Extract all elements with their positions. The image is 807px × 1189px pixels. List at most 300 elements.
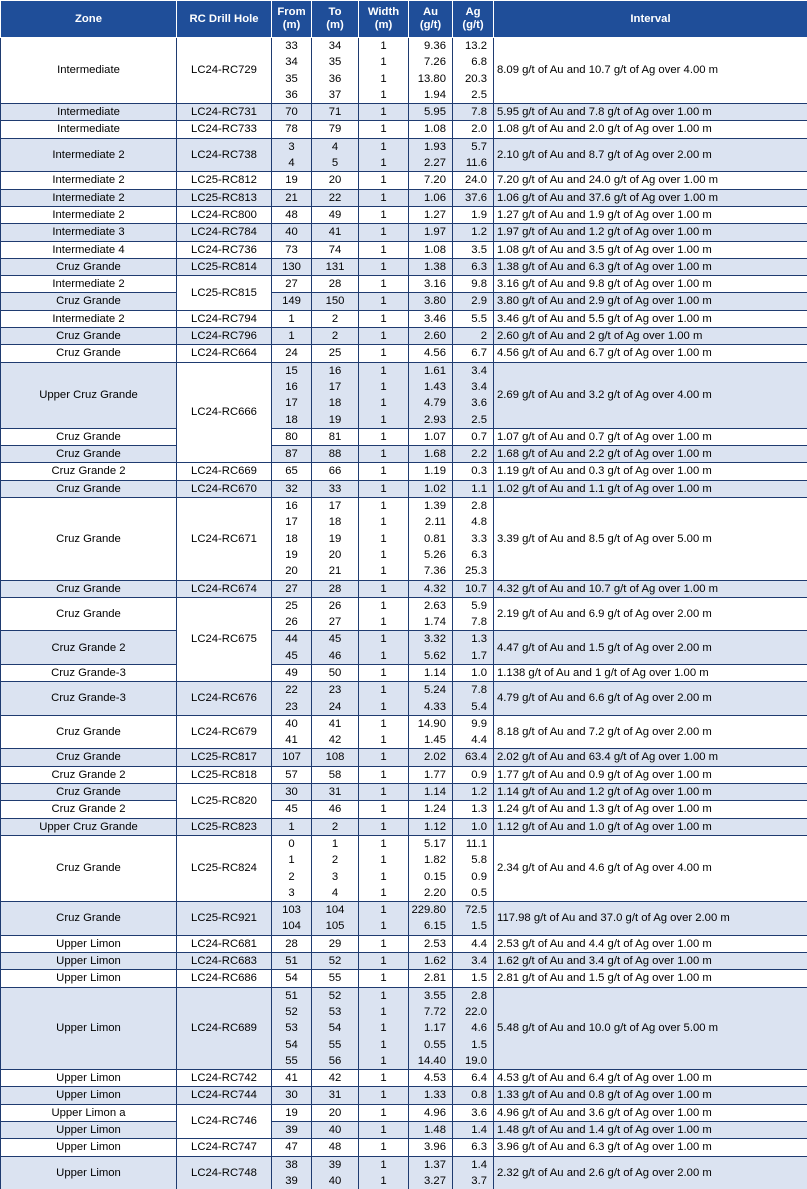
width-cell: 1 (359, 1122, 409, 1139)
zone-cell: Cruz Grande (1, 902, 177, 936)
au-cell: 2.53 (409, 935, 453, 952)
zone-cell: Upper Limon (1, 1070, 177, 1087)
to-cell: 55 (312, 970, 359, 987)
width-cell: 1 (359, 835, 409, 852)
to-cell: 41 (312, 715, 359, 732)
drill-hole-cell: LC24-RC796 (177, 328, 272, 345)
au-cell: 229.80 (409, 902, 453, 919)
au-cell: 5.95 (409, 104, 453, 121)
width-cell: 1 (359, 531, 409, 547)
ag-cell: 1.9 (453, 206, 494, 223)
from-cell: 130 (272, 258, 312, 275)
drill-hole-cell: LC24-RC676 (177, 682, 272, 716)
au-cell: 3.27 (409, 1173, 453, 1189)
ag-cell: 0.5 (453, 885, 494, 902)
interval-cell: 2.19 g/t of Au and 6.9 g/t of Ag over 2.00 m (494, 597, 807, 631)
width-cell: 1 (359, 648, 409, 665)
from-cell: 65 (272, 463, 312, 480)
width-cell: 1 (359, 1139, 409, 1156)
width-cell: 1 (359, 852, 409, 868)
to-cell: 24 (312, 699, 359, 716)
au-cell: 14.40 (409, 1053, 453, 1070)
drill-hole-cell: LC24-RC731 (177, 104, 272, 121)
au-cell: 3.55 (409, 987, 453, 1004)
from-cell: 30 (272, 784, 312, 801)
width-cell: 1 (359, 749, 409, 766)
au-cell: 1.39 (409, 498, 453, 515)
ag-cell: 1.3 (453, 801, 494, 818)
width-cell: 1 (359, 682, 409, 699)
ag-cell: 3.5 (453, 241, 494, 258)
ag-cell: 6.3 (453, 258, 494, 275)
width-cell: 1 (359, 614, 409, 631)
interval-cell: 8.18 g/t of Au and 7.2 g/t of Ag over 2.00 m (494, 715, 807, 749)
interval-cell: 7.20 g/t of Au and 24.0 g/t of Ag over 1.00 m (494, 172, 807, 189)
table-row (1, 818, 807, 835)
drill-hole-cell: LC24-RC800 (177, 206, 272, 223)
drill-hole-cell: LC24-RC744 (177, 1087, 272, 1104)
from-cell: 52 (272, 1004, 312, 1020)
from-cell: 41 (272, 732, 312, 749)
table-row (1, 580, 807, 597)
width-cell: 1 (359, 953, 409, 970)
zone-cell: Upper Cruz Grande (1, 818, 177, 835)
from-cell: 40 (272, 715, 312, 732)
ag-cell: 5.8 (453, 852, 494, 868)
table-row (1, 1156, 807, 1173)
drill-hole-cell: LC24-RC733 (177, 121, 272, 138)
ag-cell: 72.5 (453, 902, 494, 919)
to-cell: 23 (312, 682, 359, 699)
width-cell: 1 (359, 345, 409, 362)
width-cell: 1 (359, 766, 409, 783)
drill-hole-cell: LC24-RC747 (177, 1139, 272, 1156)
au-cell: 1.62 (409, 953, 453, 970)
from-cell: 15 (272, 362, 312, 379)
au-cell: 1.08 (409, 121, 453, 138)
ag-cell: 1.7 (453, 648, 494, 665)
table-row (1, 189, 807, 206)
to-cell: 28 (312, 276, 359, 293)
au-cell: 7.26 (409, 54, 453, 70)
zone-cell: Upper Limon (1, 1087, 177, 1104)
drill-hole-cell: LC25-RC812 (177, 172, 272, 189)
to-cell: 34 (312, 38, 359, 55)
from-cell: 49 (272, 664, 312, 681)
width-cell: 1 (359, 38, 409, 55)
zone-cell: Cruz Grande 2 (1, 631, 177, 665)
zone-cell: Cruz Grande 2 (1, 801, 177, 818)
drill-hole-cell: LC25-RC817 (177, 749, 272, 766)
ag-cell: 5.5 (453, 310, 494, 327)
from-cell: 17 (272, 395, 312, 411)
table-row (1, 498, 807, 515)
from-cell: 45 (272, 801, 312, 818)
zone-cell: Cruz Grande (1, 446, 177, 463)
drill-hole-cell: LC25-RC824 (177, 835, 272, 901)
table-row (1, 328, 807, 345)
table-row (1, 953, 807, 970)
from-cell: 51 (272, 953, 312, 970)
from-cell: 19 (272, 172, 312, 189)
table-row (1, 935, 807, 952)
ag-cell: 3.4 (453, 379, 494, 395)
width-cell: 1 (359, 412, 409, 429)
au-cell: 1.82 (409, 852, 453, 868)
au-cell: 4.32 (409, 580, 453, 597)
table-row (1, 631, 807, 648)
drill-hole-cell: LC24-RC666 (177, 362, 272, 463)
zone-cell: Intermediate 2 (1, 138, 177, 172)
to-cell: 31 (312, 1087, 359, 1104)
au-cell: 3.80 (409, 293, 453, 310)
drill-hole-cell: LC24-RC675 (177, 597, 272, 681)
au-cell: 1.12 (409, 818, 453, 835)
to-cell: 105 (312, 918, 359, 935)
drill-hole-cell: LC24-RC738 (177, 138, 272, 172)
from-cell: 103 (272, 902, 312, 919)
au-cell: 1.48 (409, 1122, 453, 1139)
header-ag-label: Ag (465, 6, 480, 18)
zone-cell: Cruz Grande (1, 597, 177, 631)
table-row (1, 749, 807, 766)
width-cell: 1 (359, 87, 409, 104)
interval-cell: 1.06 g/t of Au and 37.6 g/t of Ag over 1.00 m (494, 189, 807, 206)
au-cell: 1.68 (409, 446, 453, 463)
from-cell: 34 (272, 54, 312, 70)
zone-cell: Upper Limon (1, 953, 177, 970)
from-cell: 3 (272, 885, 312, 902)
table-row (1, 766, 807, 783)
width-cell: 1 (359, 784, 409, 801)
au-cell: 1.77 (409, 766, 453, 783)
table-row (1, 480, 807, 497)
ag-cell: 22.0 (453, 1004, 494, 1020)
table-row (1, 784, 807, 801)
from-cell: 22 (272, 682, 312, 699)
interval-cell: 5.95 g/t of Au and 7.8 g/t of Ag over 1.00 m (494, 104, 807, 121)
zone-cell: Cruz Grande (1, 580, 177, 597)
ag-cell: 1.4 (453, 1122, 494, 1139)
header-width-unit: (m) (375, 19, 393, 31)
to-cell: 46 (312, 648, 359, 665)
header-ag-unit: (g/t) (462, 19, 483, 31)
ag-cell: 2.8 (453, 498, 494, 515)
width-cell: 1 (359, 1037, 409, 1053)
zone-cell: Upper Limon (1, 1156, 177, 1189)
table-row (1, 970, 807, 987)
ag-cell: 63.4 (453, 749, 494, 766)
to-cell: 36 (312, 71, 359, 87)
au-cell: 1.06 (409, 189, 453, 206)
interval-cell: 2.34 g/t of Au and 4.6 g/t of Ag over 4.00 m (494, 835, 807, 901)
ag-cell: 10.7 (453, 580, 494, 597)
ag-cell: 3.6 (453, 395, 494, 411)
table-row (1, 172, 807, 189)
zone-cell: Intermediate 2 (1, 310, 177, 327)
from-cell: 48 (272, 206, 312, 223)
from-cell: 87 (272, 446, 312, 463)
zone-cell: Cruz Grande (1, 480, 177, 497)
au-cell: 3.46 (409, 310, 453, 327)
width-cell: 1 (359, 328, 409, 345)
to-cell: 19 (312, 412, 359, 429)
from-cell: 107 (272, 749, 312, 766)
au-cell: 1.24 (409, 801, 453, 818)
from-cell: 30 (272, 1087, 312, 1104)
to-cell: 56 (312, 1053, 359, 1070)
zone-cell: Intermediate 2 (1, 189, 177, 206)
ag-cell: 20.3 (453, 71, 494, 87)
interval-cell: 3.96 g/t of Au and 6.3 g/t of Ag over 1.00 m (494, 1139, 807, 1156)
drill-hole-cell: LC24-RC748 (177, 1156, 272, 1189)
ag-cell: 1.2 (453, 224, 494, 241)
width-cell: 1 (359, 1173, 409, 1189)
from-cell: 53 (272, 1020, 312, 1036)
ag-cell: 1.2 (453, 784, 494, 801)
ag-cell: 1.0 (453, 664, 494, 681)
to-cell: 40 (312, 1173, 359, 1189)
table-row (1, 206, 807, 223)
au-cell: 4.33 (409, 699, 453, 716)
to-cell: 26 (312, 597, 359, 614)
width-cell: 1 (359, 1087, 409, 1104)
width-cell: 1 (359, 104, 409, 121)
zone-cell: Intermediate 2 (1, 172, 177, 189)
to-cell: 19 (312, 531, 359, 547)
drill-hole-cell: LC24-RC671 (177, 498, 272, 580)
drill-hole-cell: LC24-RC674 (177, 580, 272, 597)
au-cell: 5.62 (409, 648, 453, 665)
au-cell: 2.63 (409, 597, 453, 614)
from-cell: 18 (272, 531, 312, 547)
to-cell: 17 (312, 379, 359, 395)
to-cell: 27 (312, 614, 359, 631)
ag-cell: 3.6 (453, 1104, 494, 1121)
width-cell: 1 (359, 446, 409, 463)
from-cell: 23 (272, 699, 312, 716)
interval-cell: 2.69 g/t of Au and 3.2 g/t of Ag over 4.00 m (494, 362, 807, 428)
table-row (1, 835, 807, 852)
width-cell: 1 (359, 1053, 409, 1070)
ag-cell: 13.2 (453, 38, 494, 55)
au-cell: 1.45 (409, 732, 453, 749)
au-cell: 1.43 (409, 379, 453, 395)
to-cell: 46 (312, 801, 359, 818)
au-cell: 2.60 (409, 328, 453, 345)
from-cell: 32 (272, 480, 312, 497)
au-cell: 4.53 (409, 1070, 453, 1087)
from-cell: 149 (272, 293, 312, 310)
to-cell: 81 (312, 428, 359, 445)
au-cell: 7.36 (409, 563, 453, 580)
interval-cell: 1.33 g/t of Au and 0.8 g/t of Ag over 1.00 m (494, 1087, 807, 1104)
width-cell: 1 (359, 987, 409, 1004)
to-cell: 35 (312, 54, 359, 70)
table-row (1, 428, 807, 445)
zone-cell: Cruz Grande 2 (1, 463, 177, 480)
drill-hole-cell: LC24-RC670 (177, 480, 272, 497)
interval-cell: 1.02 g/t of Au and 1.1 g/t of Ag over 1.00 m (494, 480, 807, 497)
ag-cell: 0.7 (453, 428, 494, 445)
from-cell: 73 (272, 241, 312, 258)
to-cell: 20 (312, 172, 359, 189)
interval-cell: 4.47 g/t of Au and 1.5 g/t of Ag over 2.00 m (494, 631, 807, 665)
drill-hole-cell: LC24-RC794 (177, 310, 272, 327)
width-cell: 1 (359, 902, 409, 919)
width-cell: 1 (359, 631, 409, 648)
zone-cell: Cruz Grande (1, 715, 177, 749)
table-row (1, 362, 807, 379)
table-row (1, 987, 807, 1004)
from-cell: 27 (272, 580, 312, 597)
to-cell: 39 (312, 1156, 359, 1173)
to-cell: 33 (312, 480, 359, 497)
au-cell: 2.27 (409, 155, 453, 172)
table-row (1, 597, 807, 614)
header-from (272, 1, 312, 38)
ag-cell: 1.3 (453, 631, 494, 648)
from-cell: 1 (272, 818, 312, 835)
to-cell: 2 (312, 328, 359, 345)
header-to (312, 1, 359, 38)
ag-cell: 1.0 (453, 818, 494, 835)
zone-cell: Intermediate (1, 38, 177, 104)
to-cell: 49 (312, 206, 359, 223)
au-cell: 5.24 (409, 682, 453, 699)
to-cell: 58 (312, 766, 359, 783)
to-cell: 3 (312, 869, 359, 885)
width-cell: 1 (359, 869, 409, 885)
zone-cell: Upper Limon a (1, 1104, 177, 1121)
table-row (1, 902, 807, 919)
width-cell: 1 (359, 138, 409, 155)
ag-cell: 4.4 (453, 935, 494, 952)
zone-cell: Intermediate 2 (1, 276, 177, 293)
width-cell: 1 (359, 1156, 409, 1173)
header-from-unit: (m) (283, 19, 301, 31)
zone-cell: Intermediate 3 (1, 224, 177, 241)
interval-cell: 3.39 g/t of Au and 8.5 g/t of Ag over 5.00 m (494, 498, 807, 580)
from-cell: 18 (272, 412, 312, 429)
drill-hole-cell: LC25-RC813 (177, 189, 272, 206)
header-au (409, 1, 453, 38)
interval-cell: 1.08 g/t of Au and 3.5 g/t of Ag over 1.00 m (494, 241, 807, 258)
width-cell: 1 (359, 172, 409, 189)
to-cell: 108 (312, 749, 359, 766)
from-cell: 28 (272, 935, 312, 952)
width-cell: 1 (359, 801, 409, 818)
ag-cell: 7.8 (453, 682, 494, 699)
from-cell: 25 (272, 597, 312, 614)
width-cell: 1 (359, 664, 409, 681)
interval-cell: 4.56 g/t of Au and 6.7 g/t of Ag over 1.00 m (494, 345, 807, 362)
zone-cell: Cruz Grande (1, 345, 177, 362)
to-cell: 42 (312, 1070, 359, 1087)
table-row (1, 446, 807, 463)
to-cell: 25 (312, 345, 359, 362)
interval-cell: 2.02 g/t of Au and 63.4 g/t of Ag over 1.00 m (494, 749, 807, 766)
header-ag (453, 1, 494, 38)
from-cell: 35 (272, 71, 312, 87)
to-cell: 74 (312, 241, 359, 258)
drill-hole-cell: LC25-RC823 (177, 818, 272, 835)
width-cell: 1 (359, 1004, 409, 1020)
width-cell: 1 (359, 580, 409, 597)
to-cell: 48 (312, 1139, 359, 1156)
width-cell: 1 (359, 498, 409, 515)
table-row (1, 293, 807, 310)
interval-cell: 8.09 g/t of Au and 10.7 g/t of Ag over 4.00 m (494, 38, 807, 104)
to-cell: 28 (312, 580, 359, 597)
interval-cell: 2.53 g/t of Au and 4.4 g/t of Ag over 1.00 m (494, 935, 807, 952)
drill-hole-cell: LC25-RC815 (177, 276, 272, 311)
interval-cell: 2.81 g/t of Au and 1.5 g/t of Ag over 1.00 m (494, 970, 807, 987)
zone-cell: Intermediate (1, 121, 177, 138)
to-cell: 52 (312, 953, 359, 970)
from-cell: 4 (272, 155, 312, 172)
au-cell: 2.93 (409, 412, 453, 429)
au-cell: 1.97 (409, 224, 453, 241)
from-cell: 1 (272, 852, 312, 868)
to-cell: 40 (312, 1122, 359, 1139)
width-cell: 1 (359, 885, 409, 902)
drill-hole-cell: LC25-RC814 (177, 258, 272, 275)
ag-cell: 1.5 (453, 970, 494, 987)
au-cell: 0.55 (409, 1037, 453, 1053)
width-cell: 1 (359, 395, 409, 411)
ag-cell: 2.5 (453, 87, 494, 104)
from-cell: 70 (272, 104, 312, 121)
to-cell: 21 (312, 563, 359, 580)
ag-cell: 2.5 (453, 412, 494, 429)
au-cell: 2.81 (409, 970, 453, 987)
au-cell: 1.02 (409, 480, 453, 497)
ag-cell: 19.0 (453, 1053, 494, 1070)
width-cell: 1 (359, 362, 409, 379)
from-cell: 33 (272, 38, 312, 55)
from-cell: 16 (272, 498, 312, 515)
header-to-label: To (329, 6, 342, 18)
from-cell: 47 (272, 1139, 312, 1156)
to-cell: 29 (312, 935, 359, 952)
zone-cell: Upper Limon (1, 1139, 177, 1156)
from-cell: 19 (272, 547, 312, 563)
table-row (1, 682, 807, 699)
to-cell: 5 (312, 155, 359, 172)
width-cell: 1 (359, 293, 409, 310)
au-cell: 0.15 (409, 869, 453, 885)
au-cell: 9.36 (409, 38, 453, 55)
header-interval: Interval (494, 1, 807, 38)
width-cell: 1 (359, 206, 409, 223)
drill-hole-cell: LC24-RC746 (177, 1104, 272, 1139)
ag-cell: 7.8 (453, 614, 494, 631)
ag-cell: 3.4 (453, 362, 494, 379)
interval-cell: 1.12 g/t of Au and 1.0 g/t of Ag over 1.00 m (494, 818, 807, 835)
zone-cell: Intermediate (1, 104, 177, 121)
to-cell: 50 (312, 664, 359, 681)
interval-cell: 1.08 g/t of Au and 2.0 g/t of Ag over 1.00 m (494, 121, 807, 138)
au-cell: 1.93 (409, 138, 453, 155)
au-cell: 7.20 (409, 172, 453, 189)
zone-cell: Upper Limon (1, 1122, 177, 1139)
ag-cell: 11.1 (453, 835, 494, 852)
width-cell: 1 (359, 732, 409, 749)
to-cell: 88 (312, 446, 359, 463)
au-cell: 1.33 (409, 1087, 453, 1104)
interval-cell: 3.80 g/t of Au and 2.9 g/t of Ag over 1.00 m (494, 293, 807, 310)
